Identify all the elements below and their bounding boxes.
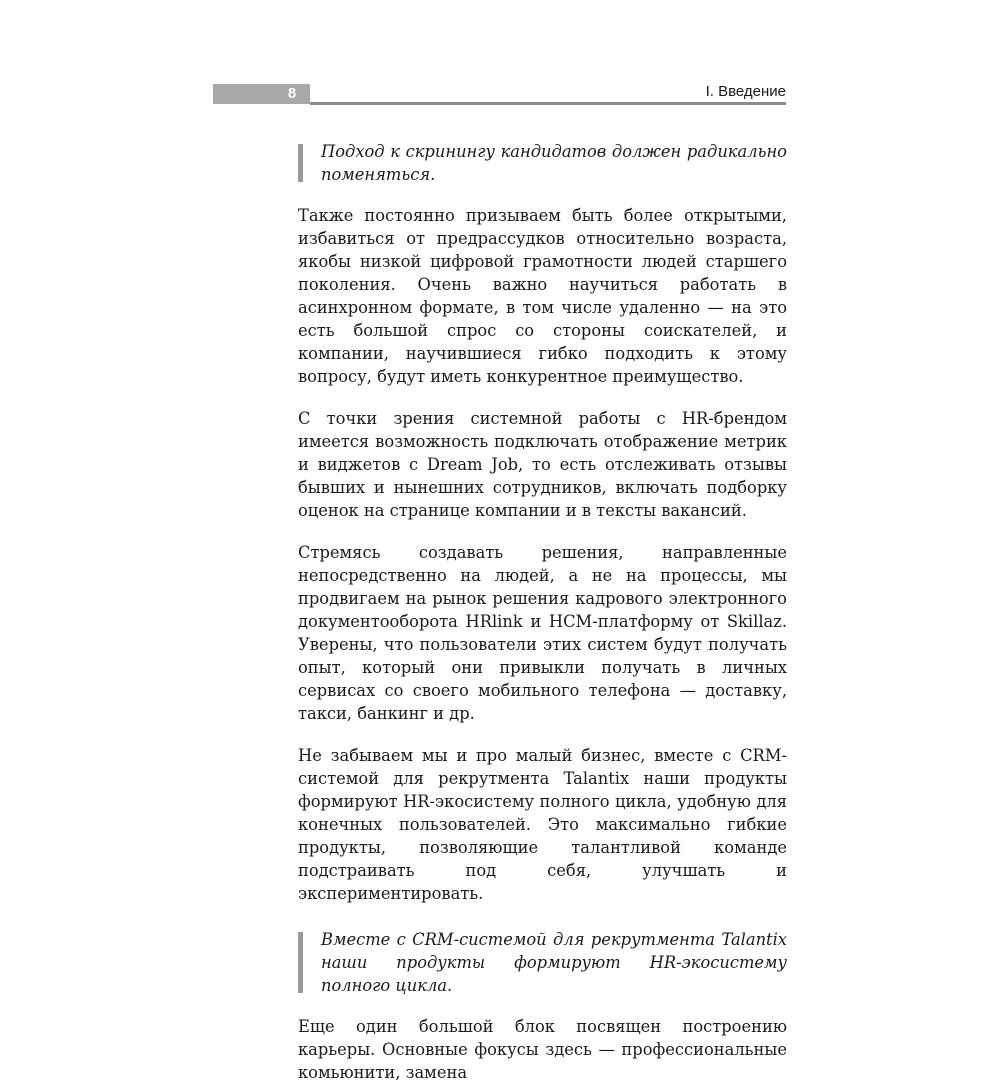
paragraph: Еще один большой блок посвящен построению карьеры. Основные фокусы здесь — профессиональные комьюнити, замена — [298, 1017, 787, 1082]
page-number: 8 — [287, 85, 297, 102]
pull-quote-2 — [298, 928, 787, 997]
quote-bar — [298, 932, 303, 993]
page-number-box — [213, 84, 310, 104]
pull-quote-text: Подход к скринингу кандидатов должен радикально поменяться. — [321, 142, 787, 184]
running-header — [213, 84, 786, 104]
page-body — [298, 140, 787, 1084]
paragraph: Стремясь создавать решения, направленные непосредственно на людей, а не на процессы, мы продвигаем на рынок решения кадрового электронного документооборота HRlink и HCM-платформу от Skillaz. Уверены, что пользователи этих систем будут получать опыт, который они привыкли получать в личных сервисах со своего мобильного телефона — доставку, такси, банкинг и др. — [298, 543, 787, 723]
quote-bar — [298, 144, 303, 182]
pull-quote-text: Вместе с CRM-системой для рекрутмента Talantix наши продукты формируют HR-экосистему полного цикла. — [321, 930, 787, 995]
paragraph: Не забываем мы и про малый бизнес, вместе с CRM-системой для рекрутмента Talantix наши продукты формируют HR-экосистему полного цикла, удобную для конечных пользователей. Это максимально гибкие продукты, позволяющие талантливой команде подстраивать под себя, улучшать и экспериментировать. — [298, 746, 787, 903]
section-title: I. Введение — [705, 83, 786, 100]
pull-quote-1 — [298, 140, 787, 186]
paragraph: С точки зрения системной работы с HR-брендом имеется возможность подключать отображение метрик и виджетов с Dream Job, то есть отслеживать отзывы бывших и нынешних сотрудников, включать подборку оценок на странице компании и в тексты вакансий. — [298, 409, 787, 520]
header-rule — [310, 102, 786, 105]
paragraph: Также постоянно призываем быть более открытыми, избавиться от предрассудков относительно возраста, якобы низкой цифровой грамотности людей старшего поколения. Очень важно научиться работать в асинхронном формате, в том числе удаленно — на это есть большой спрос со стороны соискателей, и компании, научившиеся гибко подходить к этому вопросу, будут иметь конкурентное преимущество. — [298, 206, 787, 386]
